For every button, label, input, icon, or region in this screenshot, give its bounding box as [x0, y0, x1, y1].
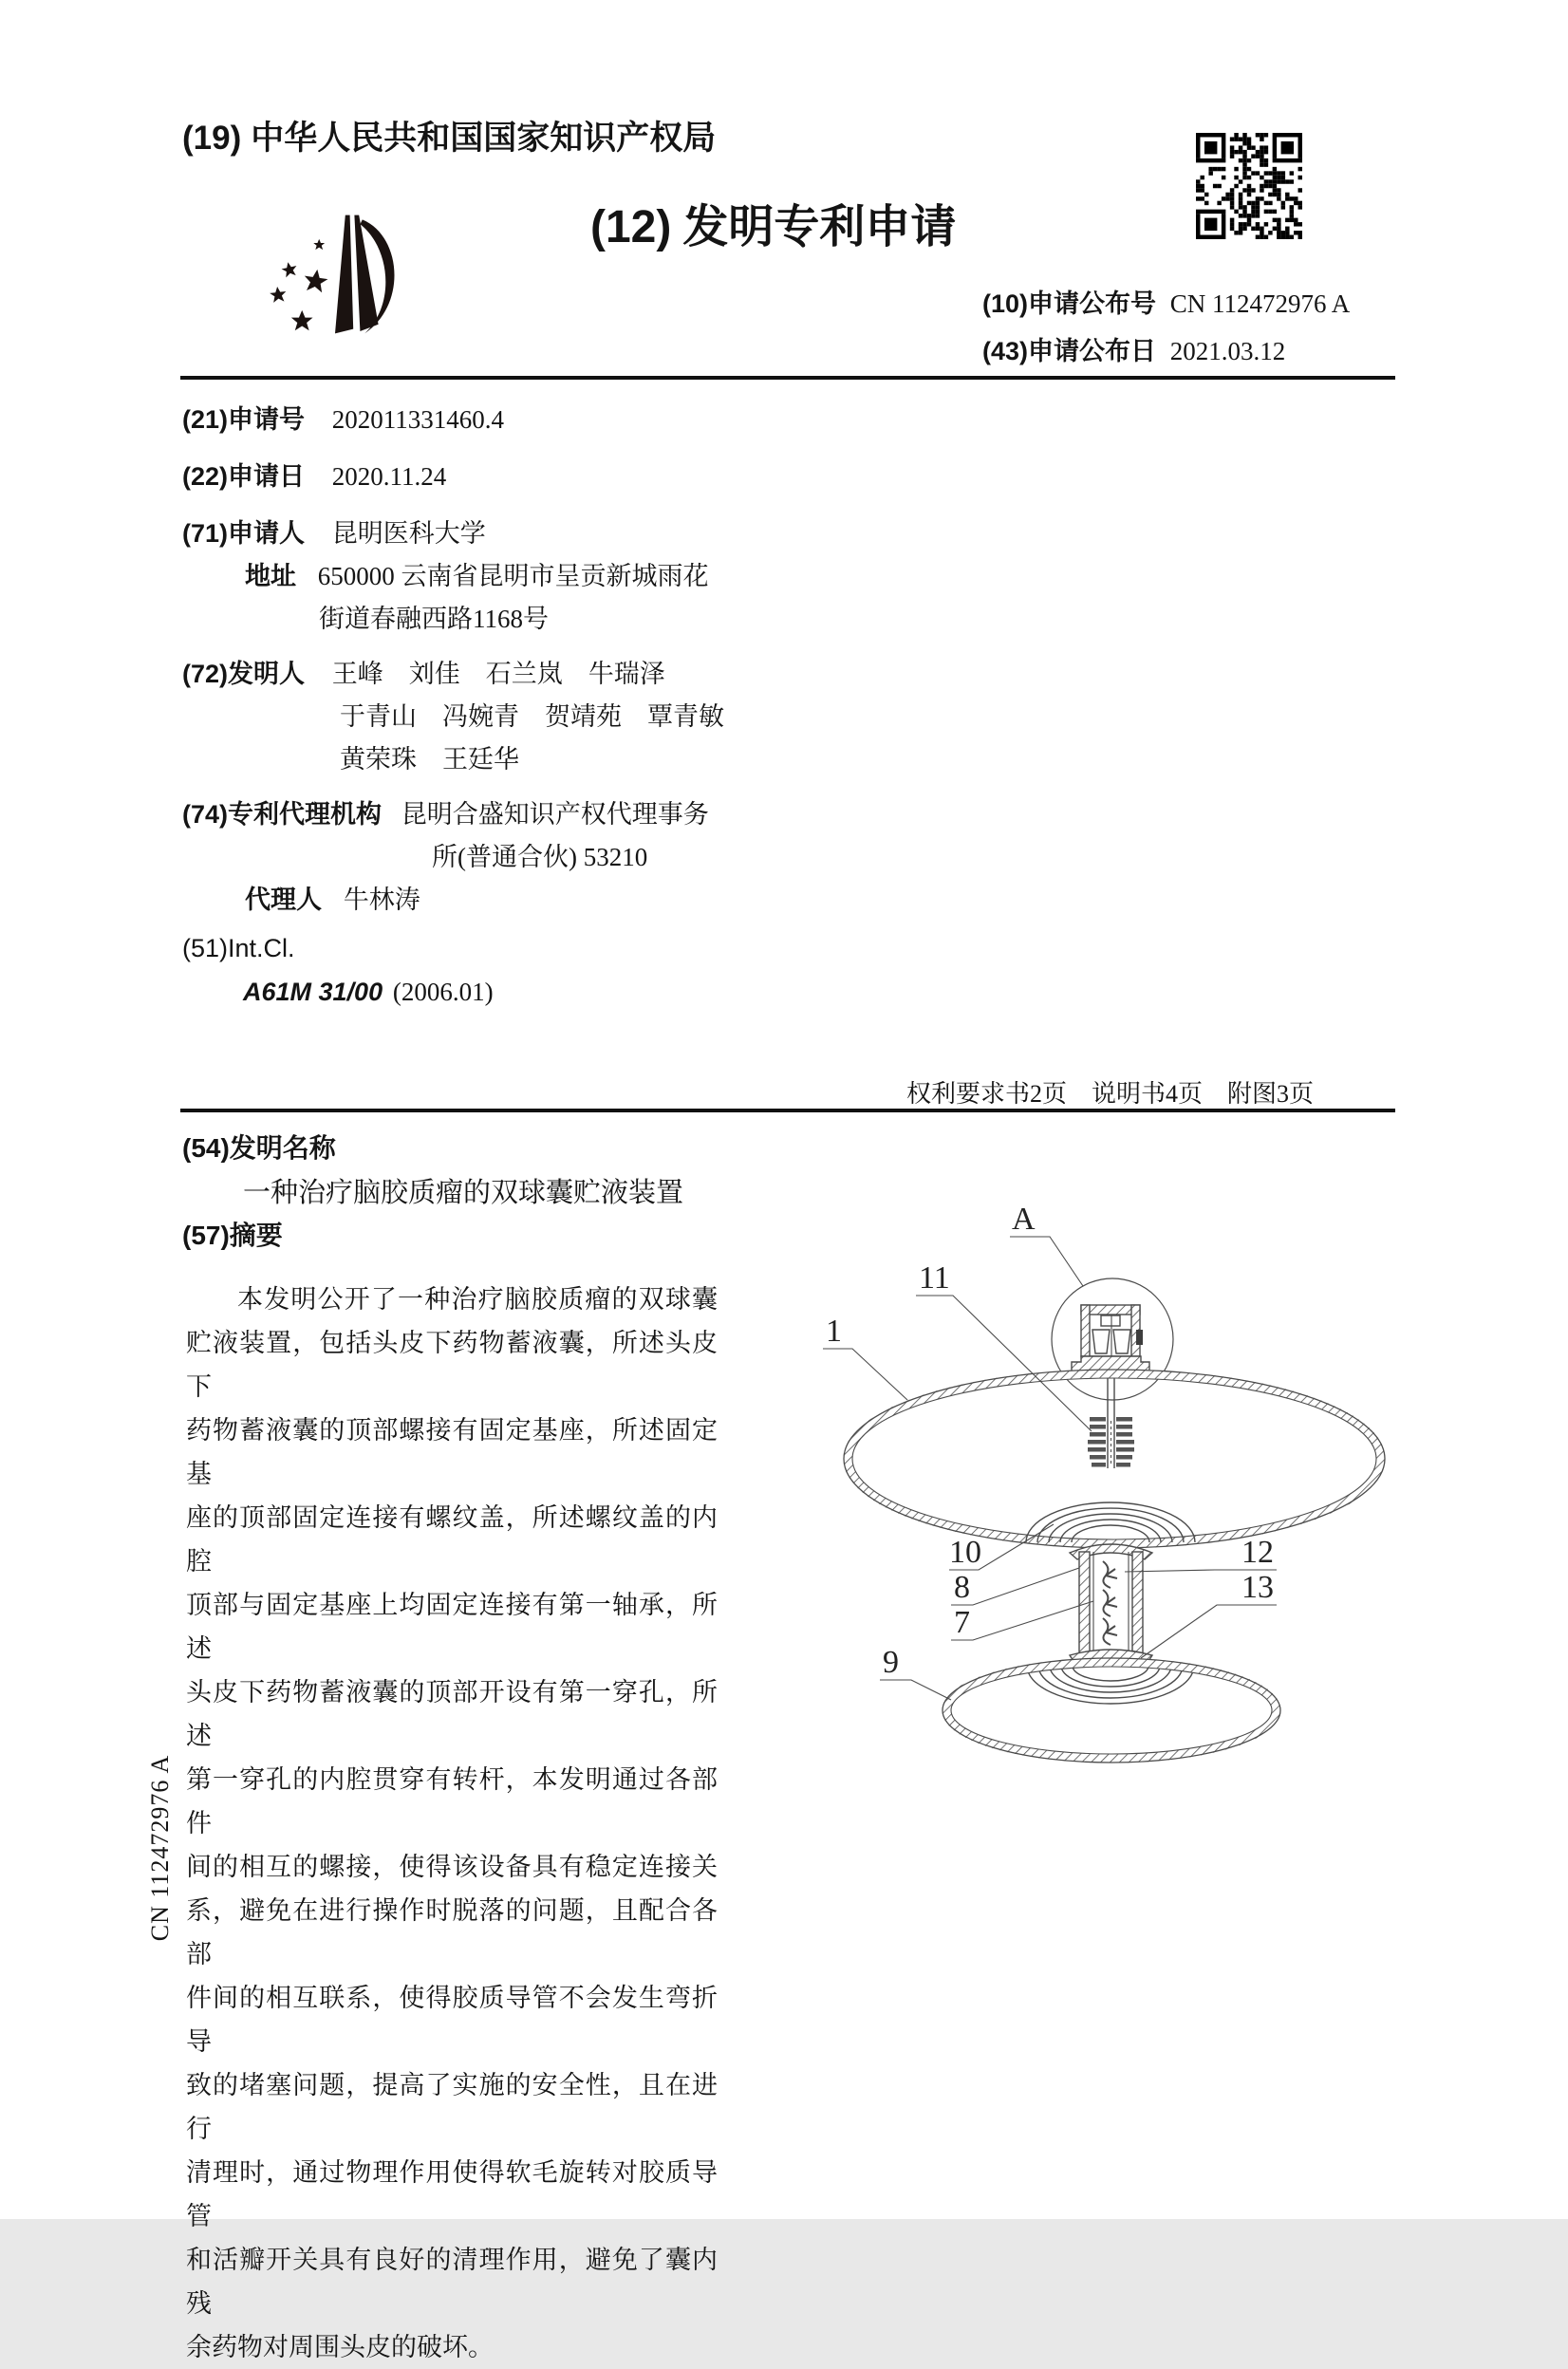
- office-name: 中华人民共和国国家知识产权局: [251, 120, 717, 157]
- app-date-label: (22)申请日: [182, 462, 306, 491]
- agent-row: [245, 879, 420, 916]
- inventors-line3: 黄荣珠 王廷华: [340, 745, 519, 774]
- abstract-line: 顶部与固定基座上均固定连接有第一轴承，所述: [186, 1591, 718, 1663]
- abstract-line: 余药物对周围头皮的破坏。: [186, 2333, 494, 2361]
- abstract-line: 间的相互的螺接，使得该设备具有稳定连接关: [186, 1853, 718, 1881]
- qr-code-icon: [1196, 133, 1302, 239]
- abstract-line: 件间的相互联系，使得胶质导管不会发生弯折导: [186, 1984, 718, 2056]
- office-prefix: (19): [182, 120, 242, 157]
- pages-info: 权利要求书2页 说明书4页 附图3页: [906, 1080, 1315, 1108]
- cnipa-logo-icon: [264, 195, 406, 337]
- title-label: (54)发明名称: [182, 1133, 336, 1163]
- patent-figure-drawing: [797, 1191, 1405, 1799]
- applicant-row: [182, 513, 486, 550]
- applicant-label: (71)申请人: [182, 519, 306, 548]
- applicant-value: 昆明医科大学: [331, 519, 486, 548]
- intcl-class-row: [243, 978, 494, 1007]
- doc-type: 发明专利申请: [682, 202, 957, 252]
- abstract-line: 头皮下药物蓄液囊的顶部开设有第一穿孔，所述: [186, 1678, 718, 1750]
- figure-label-8: 8: [954, 1570, 970, 1605]
- app-no-label: (21)申请号: [182, 405, 306, 434]
- app-no-value: 202011331460.4: [331, 405, 505, 434]
- app-date-row: [182, 456, 446, 493]
- qr-code: [1196, 133, 1302, 244]
- invention-title: 一种治疗脑胶质瘤的双球囊贮液装置: [243, 1178, 684, 1208]
- figure-label-12: 12: [1241, 1535, 1274, 1570]
- address-line1: 650000 云南省昆明市呈贡新城雨花: [317, 562, 709, 590]
- figure-label-A: A: [1012, 1202, 1036, 1237]
- pub-date-row: [982, 330, 1285, 367]
- body-divider: [180, 1109, 1395, 1112]
- agency-label: (74)专利代理机构: [182, 800, 383, 829]
- figure-label-9: 9: [883, 1645, 899, 1680]
- inventors-row: [182, 653, 665, 690]
- abstract-line: 贮液装置，包括头皮下药物蓄液囊，所述头皮下: [186, 1329, 718, 1401]
- doc-type-line: [590, 190, 956, 255]
- abstract-line: 座的顶部固定连接有螺纹盖，所述螺纹盖的内腔: [186, 1503, 718, 1576]
- abstract-line: 本发明公开了一种治疗脑胶质瘤的双球囊: [237, 1285, 718, 1314]
- figure-label-13: 13: [1241, 1570, 1274, 1605]
- figure-label-10: 10: [949, 1535, 981, 1570]
- cnipa-logo: [264, 195, 406, 342]
- abstract-line: 和活瓣开关具有良好的清理作用，避免了囊内残: [186, 2246, 718, 2318]
- app-no-row: [182, 399, 504, 436]
- patent-figure: [797, 1191, 1405, 1803]
- sidebar-pub-no: CN 112472976 A: [146, 1754, 174, 1942]
- abstract-line: 第一穿孔的内腔贯穿有转杆，本发明通过各部件: [186, 1765, 718, 1837]
- abstract-text: [186, 1278, 718, 2369]
- inventors-line1: 王峰 刘佳 石兰岚 牛瑞泽: [331, 660, 665, 688]
- agency-row: [182, 793, 709, 830]
- pub-date-value: 2021.03.12: [1169, 337, 1286, 365]
- app-date-value: 2020.11.24: [331, 462, 447, 491]
- agency-line2: 所(普通合伙) 53210: [432, 843, 648, 871]
- address-line2: 街道春融西路1168号: [319, 605, 549, 633]
- office-line: [182, 112, 716, 159]
- agency-line1: 昆明合盛知识产权代理事务: [401, 800, 709, 829]
- inventors-line2: 于青山 冯婉青 贺靖苑 覃青敏: [340, 702, 724, 731]
- pub-no-label: (10)申请公布号: [982, 289, 1157, 318]
- agent-value: 牛林涛: [343, 886, 420, 914]
- doc-type-prefix: (12): [590, 202, 672, 252]
- figure-label-1: 1: [826, 1314, 842, 1349]
- pub-date-label: (43)申请公布日: [982, 337, 1157, 365]
- pub-no-value: CN 112472976 A: [1169, 289, 1351, 318]
- figure-label-11: 11: [919, 1260, 950, 1296]
- abstract-line: 药物蓄液囊的顶部螺接有固定基座，所述固定基: [186, 1416, 718, 1488]
- abstract-label: (57)摘要: [182, 1221, 283, 1250]
- inventors-label: (72)发明人: [182, 660, 306, 688]
- intcl-row: (51)Int.Cl.: [182, 934, 295, 962]
- abstract-line: 致的堵塞问题，提高了实施的安全性，且在进行: [186, 2071, 718, 2143]
- abstract-line: 系，避免在进行操作时脱落的问题，且配合各部: [186, 1896, 718, 1968]
- address-row: [245, 555, 709, 592]
- header-divider: [180, 376, 1395, 380]
- abstract-line: 清理时，通过物理作用使得软毛旋转对胶质导管: [186, 2158, 718, 2230]
- address-label: 地址: [245, 562, 296, 590]
- intcl-code: A61M 31/00: [243, 978, 383, 1006]
- figure-label-7: 7: [954, 1605, 970, 1640]
- pub-no-row: [982, 283, 1350, 320]
- intcl-version: (2006.01): [392, 978, 494, 1006]
- agent-label: 代理人: [245, 886, 322, 914]
